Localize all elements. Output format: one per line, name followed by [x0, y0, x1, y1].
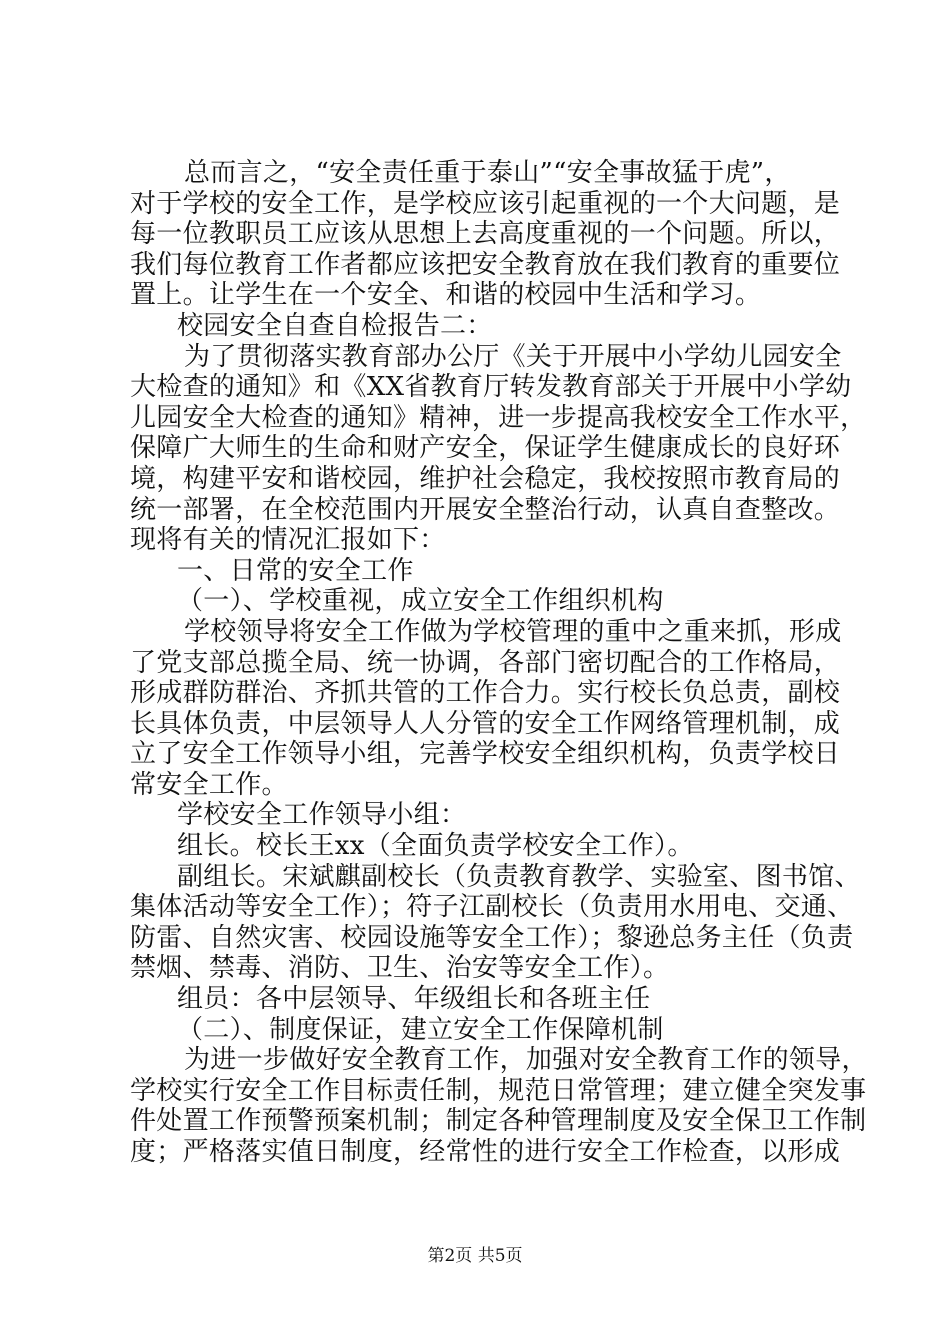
paragraph-line: 保障广大师生的生命和财产安全，保证学生健康成长的良好环 — [130, 433, 841, 464]
paragraph-line: 禁烟、禁毒、消防、卫生、治安等安全工作）。 — [130, 953, 670, 984]
paragraph-line: 对于学校的安全工作，是学校应该引起重视的一个大问题，是 — [130, 188, 841, 219]
document-body — [130, 158, 868, 1168]
paragraph-line: 境，构建平安和谐校园，维护社会稳定，我校按照市教育局的 — [130, 463, 841, 494]
subsection-heading: （二）、制度保证，建立安全工作保障机制 — [177, 1014, 664, 1045]
paragraph-line: 常安全工作。 — [130, 769, 288, 800]
list-item: 组员：各中层领导、年级组长和各班主任 — [177, 984, 651, 1015]
paragraph-line: 儿园安全大检查的通知》精神，进一步提高我校安全工作水平， — [130, 402, 867, 433]
page-number-footer: 第2页 共5页 — [427, 1246, 523, 1266]
subsection-heading: （一）、学校重视，成立安全工作组织机构 — [177, 586, 664, 617]
list-heading: 学校安全工作领导小组： — [177, 800, 467, 831]
paragraph-line: 为进一步做好安全教育工作，加强对安全教育工作的领导， — [184, 1045, 868, 1076]
section-heading: 校园安全自查自检报告二： — [177, 310, 493, 341]
paragraph-line: 长具体负责，中层领导人人分管的安全工作网络管理机制，成 — [130, 708, 841, 739]
paragraph-line: 为了贯彻落实教育部办公厅《关于开展中小学幼儿园安全 — [184, 341, 842, 372]
paragraph-line: 集体活动等安全工作）；符子江副校长（负责用水用电、交通、 — [130, 892, 854, 923]
section-heading: 一、日常的安全工作 — [177, 555, 414, 586]
paragraph-line: 度；严格落实值日制度，经常性的进行安全工作检查，以形成 — [130, 1137, 841, 1167]
paragraph-line: 置上。让学生在一个安全、和谐的校园中生活和学习。 — [130, 280, 762, 311]
paragraph-line: 立了安全工作领导小组，完善学校安全组织机构，负责学校日 — [130, 739, 841, 770]
paragraph-line: 形成群防群治、齐抓共管的工作合力。实行校长负总责，副校 — [130, 678, 841, 709]
paragraph-line: 我们每位教育工作者都应该把安全教育放在我们教育的重要位 — [130, 249, 841, 280]
paragraph-line: 件处置工作预警预案机制；制定各种管理制度及安全保卫工作制 — [130, 1106, 867, 1137]
paragraph-line: 统一部署，在全校范围内开展安全整治行动，认真自查整改。 — [130, 494, 841, 525]
list-item: 组长。校长王xx（全面负责学校安全工作）。 — [177, 831, 694, 862]
paragraph-line: 了党支部总揽全局、统一协调，各部门密切配合的工作格局， — [130, 647, 841, 678]
paragraph-line: 学校实行安全工作目标责任制，规范日常管理；建立健全突发事 — [130, 1075, 867, 1106]
paragraph-line: 大检查的通知》和《XX省教育厅转发教育部关于开展中小学幼 — [130, 372, 852, 403]
paragraph-line: 每一位教职员工应该从思想上去高度重视的一个问题。所以， — [130, 219, 841, 250]
paragraph-line: 学校领导将安全工作做为学校管理的重中之重来抓，形成 — [184, 616, 842, 647]
paragraph-line: 总而言之，“安全责任重于泰山”“安全事故猛于虎”， — [184, 158, 791, 188]
paragraph-line: 防雷、自然灾害、校园设施等安全工作）；黎逊总务主任（负责 — [130, 922, 854, 953]
paragraph-line: 现将有关的情况汇报如下： — [130, 525, 446, 556]
list-item: 副组长。宋斌麒副校长（负责教育教学、实验室、图书馆、 — [177, 861, 861, 892]
